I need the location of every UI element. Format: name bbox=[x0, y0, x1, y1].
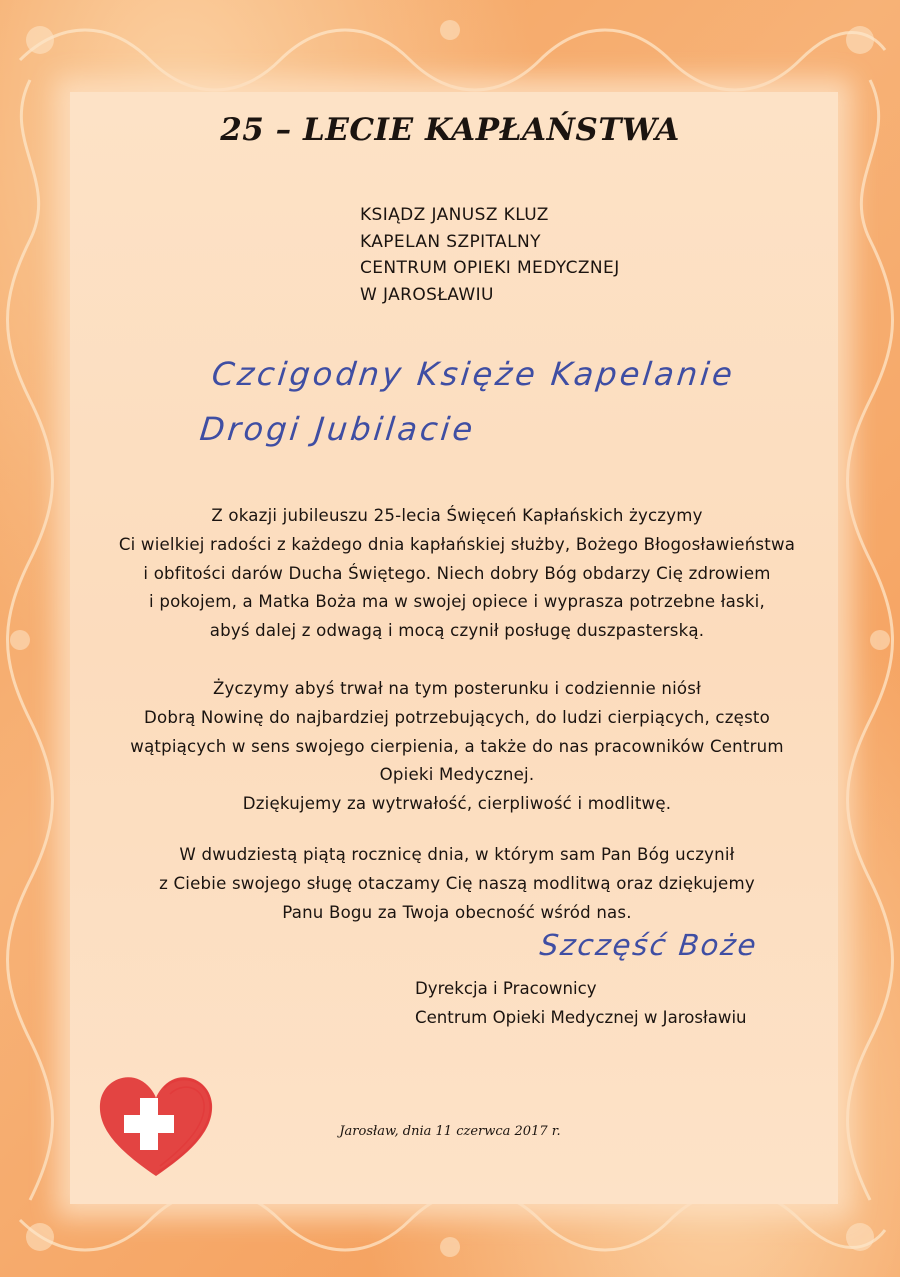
addressee-line: W JAROSŁAWIU bbox=[360, 284, 494, 305]
addressee-line: CENTRUM OPIEKI MEDYCZNEJ bbox=[360, 258, 620, 278]
addressee-line: KSIĄDZ JANUSZ KLUZ bbox=[360, 205, 549, 225]
handwritten-closing: Szczęść Boże bbox=[538, 928, 760, 962]
paragraph-line: Opieki Medycznej. bbox=[379, 765, 535, 785]
wishes-paragraph bbox=[92, 675, 822, 819]
document-date: Jarosław, dnia 11 czerwca 2017 r. bbox=[339, 1124, 561, 1139]
document-title: 25 – LECIE KAPŁAŃSTWA bbox=[220, 112, 680, 148]
paragraph-line: Dziękujemy za wytrwałość, cierpliwość i modlitwę. bbox=[242, 794, 672, 814]
paragraph-line: wątpiących w sens swojego cierpienia, a także do nas pracowników Centrum bbox=[130, 736, 784, 756]
paragraph-line: i obfitości darów Ducha Świętego. Niech dobry Bóg obdarzy Cię zdrowiem bbox=[143, 563, 771, 583]
addressee-line: KAPELAN SZPITALNY bbox=[360, 231, 541, 252]
handwritten-salutation-line: Drogi Jubilacie bbox=[198, 410, 478, 448]
paragraph-line: W dwudziestą piątą rocznicę dnia, w którym sam Pan Bóg uczynił bbox=[179, 845, 735, 864]
signature-line: Dyrekcja i Pracownicy bbox=[415, 979, 597, 998]
wishes-paragraph bbox=[92, 841, 822, 927]
handwritten-salutation-line: Czcigodny Księże Kapelanie bbox=[210, 355, 737, 393]
paragraph-line: i pokojem, a Matka Boża ma w swojej opiece i wyprasza potrzebne łaski, bbox=[149, 592, 765, 612]
wishes-paragraph bbox=[92, 502, 822, 646]
paragraph-line: Ci wielkiej radości z każdego dnia kapłańskiej służby, Bożego Błogosławieństwa bbox=[118, 534, 796, 554]
signature-line: Centrum Opieki Medycznej w Jarosławiu bbox=[415, 1008, 747, 1027]
paragraph-line: Życzymy abyś trwał na tym posterunku i codziennie niósł bbox=[212, 679, 702, 698]
signature-block bbox=[415, 974, 747, 1032]
paragraph-line: Z okazji jubileuszu 25-lecia Święceń Kapłańskich życzymy bbox=[211, 506, 703, 525]
paragraph-line: Panu Bogu za Twoja obecność wśród nas. bbox=[282, 902, 632, 922]
addressee-block bbox=[360, 202, 620, 308]
paragraph-line: z Ciebie swojego sługę otaczamy Cię naszą modlitwą oraz dziękujemy bbox=[159, 873, 755, 893]
paragraph-line: Dobrą Nowinę do najbardziej potrzebujących, do ludzi cierpiących, często bbox=[144, 707, 770, 727]
paragraph-line: abyś dalej z odwagą i mocą czynił posługę duszpasterską. bbox=[209, 621, 705, 641]
